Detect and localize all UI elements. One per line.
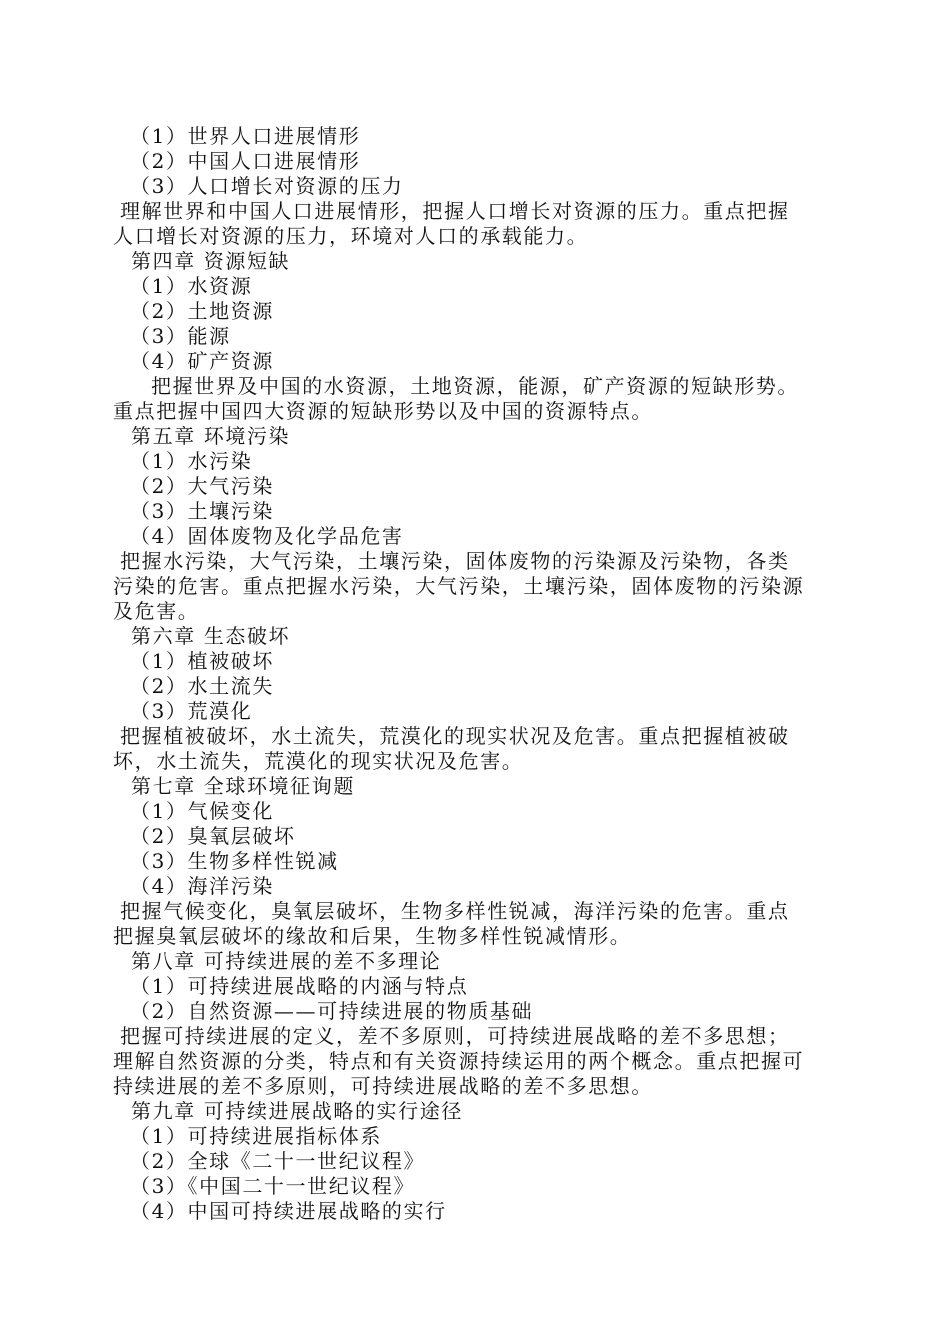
list-item: （3）能源	[130, 324, 231, 348]
body-text-line: 及危害。	[113, 599, 200, 623]
list-item: （3）生物多样性锐减	[130, 849, 339, 873]
body-text-line: 理解世界和中国人口进展情形，把握人口增长对资源的压力。重点把握	[120, 199, 790, 223]
list-item: （2）中国人口进展情形	[130, 149, 361, 173]
body-text-line: 把握水污染，大气污染，土壤污染，固体废物的污染源及污染物，各类	[120, 549, 790, 573]
list-item: （1）植被破坏	[130, 649, 274, 673]
list-item: （2）土地资源	[130, 299, 274, 323]
chapter-heading: 第九章 可持续进展战略的实行途径	[131, 1099, 463, 1123]
body-text-line: 把握世界及中国的水资源，土地资源，能源，矿产资源的短缺形势。	[151, 374, 799, 398]
body-text-line: 重点把握中国四大资源的短缺形势以及中国的资源特点。	[113, 399, 653, 423]
list-item: （1）水污染	[130, 449, 253, 473]
chapter-heading: 第八章 可持续进展的差不多理论	[131, 949, 442, 973]
list-item: （3）人口增长对资源的压力	[130, 174, 404, 198]
list-item: （2）自然资源——可持续进展的物质基础	[130, 999, 534, 1023]
list-item: （3）土壤污染	[130, 499, 274, 523]
body-text-line: 把握气候变化，臭氧层破坏，生物多样性锐减，海洋污染的危害。重点	[120, 899, 790, 923]
list-item: （3）荒漠化	[130, 699, 253, 723]
list-item: （4）中国可持续进展战略的实行	[130, 1199, 447, 1223]
list-item: （1）可持续进展指标体系	[130, 1124, 382, 1148]
list-item: （4）矿产资源	[130, 349, 274, 373]
body-text-line: 持续进展的差不多原则，可持续进展战略的差不多思想。	[113, 1074, 653, 1098]
list-item: （4）海洋污染	[130, 874, 274, 898]
list-item: （2）水土流失	[130, 674, 274, 698]
body-text-line: 把握植被破坏，水土流失，荒漠化的现实状况及危害。重点把握植被破	[120, 724, 790, 748]
list-item: （1）水资源	[130, 274, 253, 298]
body-text-line: 把握可持续进展的定义，差不多原则，可持续进展战略的差不多思想；	[120, 1024, 790, 1048]
list-item: （1）气候变化	[130, 799, 274, 823]
body-text-line: 人口增长对资源的压力，环境对人口的承载能力。	[113, 224, 589, 248]
body-text-line: 坏，水土流失，荒漠化的现实状况及危害。	[113, 749, 524, 773]
body-text-line: 污染的危害。重点把握水污染，大气污染，土壤污染，固体废物的污染源	[113, 574, 805, 598]
body-text-line: 把握臭氧层破坏的缘故和后果，生物多样性锐减情形。	[113, 924, 632, 948]
chapter-heading: 第七章 全球环境征询题	[131, 774, 355, 798]
list-item: （2）臭氧层破坏	[130, 824, 296, 848]
list-item: （2）大气污染	[130, 474, 274, 498]
list-item: （4）固体废物及化学品危害	[130, 524, 404, 548]
chapter-heading: 第五章 环境污染	[131, 424, 291, 448]
list-item: （3）《中国二十一世纪议程》	[130, 1174, 416, 1198]
chapter-heading: 第六章 生态破坏	[131, 624, 291, 648]
chapter-heading: 第四章 资源短缺	[131, 249, 291, 273]
list-item: （1）世界人口进展情形	[130, 124, 361, 148]
body-text-line: 理解自然资源的分类，特点和有关资源持续运用的两个概念。重点把握可	[113, 1049, 805, 1073]
list-item: （2）全球《二十一世纪议程》	[130, 1149, 426, 1173]
list-item: （1）可持续进展战略的内涵与特点	[130, 974, 469, 998]
